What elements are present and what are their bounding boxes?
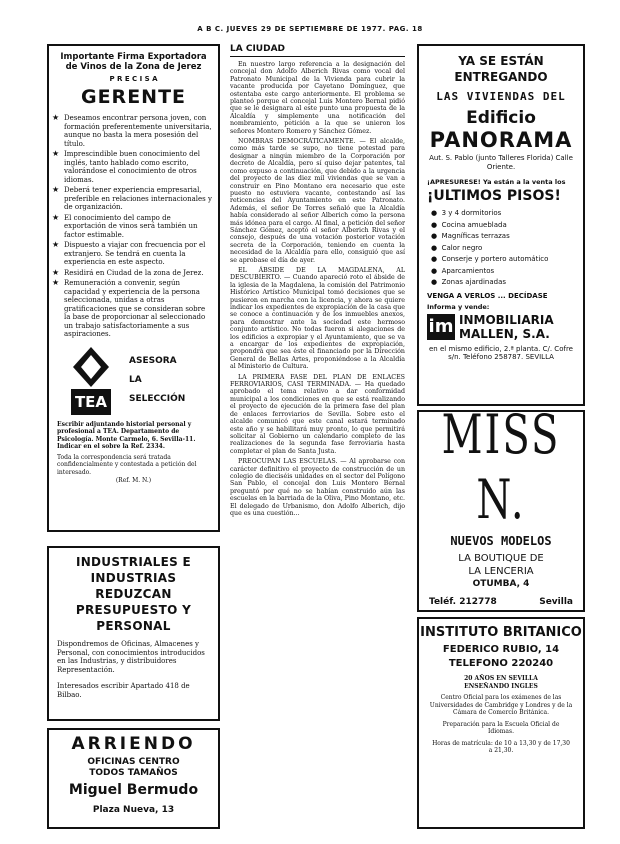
bullet-item: ★ El conocimiento del campo de exportación de vinos será también un factor estimable. [52, 212, 198, 239]
star-icon: ★ [52, 278, 60, 287]
bullet-dot-icon: ● [431, 243, 442, 252]
star-icon: ★ [52, 212, 60, 222]
ad-gerente-precisa: P R E C I S A [109, 75, 158, 83]
ad-miss-n-line1: NUEVOS MODELOS [450, 534, 552, 548]
ad-britanico-title: INSTITUTO BRITANICO [420, 625, 582, 640]
ad-arriendo-title: ARRIENDO [71, 734, 196, 754]
ad-britanico-hours: Horas de matrícula: de 10 a 13,30 y de 17,30 a 21,30. [432, 739, 570, 754]
tea-asesora: ASESORA LA SELECCIÓN [129, 356, 186, 404]
ad-panorama-location: Aut. S. Pablo (junto Talleres Florida) Calle Oriente. [429, 154, 573, 171]
ad-industriales-headline: INDUSTRIALES E INDUSTRIAS REDUZCAN PRESUPUESTO Y PERSONAL [75, 555, 192, 633]
bullet-dot-icon: ● [431, 209, 442, 217]
article-paragraph: PREOCUPAN LAS ESCUELAS. — Al aprobarse con carácter definitivo el proyecto de construcción de un colegio de dieciséis unidades en el sector del Polígono San Pablo, el concejal don Luis Montero Bernal preguntó por qué no se habían construido aún las escuelas en la barriada de la Oliva, Pino Montano, etc. El delegado de Urbanismo, don Adolfo Alberich, dijo que es una cuestión... [230, 458, 405, 517]
ad-gerente-title: Importante Firma Exportadora de Vinos de la Zona de Jerez [60, 52, 207, 72]
ad-panorama-line1: YA SE ESTÁN [458, 54, 544, 68]
ad-instituto-britanico [417, 617, 585, 829]
ad-arriendo-subtitle: OFICINAS CENTRO TODOS TAMAÑOS [87, 757, 180, 778]
bullet-item: ★ Dispuesto a viajar con frecuencia por el extranjero. Se tendrá en cuenta la experiencia en este aspecto. [52, 240, 206, 266]
star-icon: ★ [52, 185, 60, 194]
bullet-item: ★ Deseamos encontrar persona joven, con formación preferentemente universitaria, aunque no basta la mera posesión del título. [52, 113, 212, 148]
ad-britanico-address: FEDERICO RUBIO, 14 [442, 644, 560, 655]
star-icon: ★ [52, 267, 60, 277]
bullet-dot-icon: ● [431, 266, 442, 275]
feature-item: ● Calor negro [431, 243, 483, 252]
ad-britanico-body: Centro Oficial para los exámenes de las Universidades de Cambridge y Londres y de la Cámara de Comercio Británica. [429, 694, 573, 716]
ad-arriendo-address: Plaza Nueva, 13 [92, 805, 175, 815]
page-header: A B C. JUEVES 29 DE SEPTIEMBRE DE 1977. PAG. 18 [197, 25, 423, 33]
ad-panorama-line3: LAS VIVIENDAS DEL [436, 90, 566, 103]
ad-panorama-features [431, 208, 583, 289]
ad-arriendo [47, 728, 220, 829]
bullet-item: ★ Deberá tener experiencia empresarial, preferible en relaciones internacionales y de organización. [52, 185, 212, 211]
star-icon: ★ [52, 149, 60, 158]
ad-miss-n-city: Sevilla [539, 597, 573, 607]
ad-arriendo-name: Miguel Bermudo [68, 782, 199, 798]
feature-item: ● Conserje y portero automático [431, 255, 549, 263]
ad-gerente [47, 44, 220, 532]
bullet-item: ★ Remuneración a convenir, según capacidad y experiencia de la persona seleccionada, unidas a otras gratificaciones que se consideran sobre la base de proporcionar al seleccionado un trabajo satisfactoriamente a sus aspiraciones. [52, 278, 206, 338]
feature-item: ● Cocina amueblada [431, 220, 507, 229]
ad-britanico-years: 20 AÑOS EN SEVILLA ENSEÑANDO INGLES [464, 675, 538, 690]
ad-panorama-last: ¡ULTIMOS PISOS! [427, 188, 561, 204]
ad-britanico-phone: TELEFONO 220240 [448, 658, 554, 669]
ad-industriales-contact: Interesados escribir Apartado 418 de Bilbao. [57, 682, 190, 699]
ad-panorama-edificio: Edificio [466, 108, 536, 128]
article-paragraph: En nuestro largo referencia a la designación del concejal don Adolfo Alberich Rivas como vocal del Patronato Municipal de la Vivienda para cubrir la vacante producida por Cayetano Domínguez, que ostentaba este cargo anteriormente. El problema se planteó porque el concejal Luis Montero Bernal pidió que se le designara al este punto una propuesta de la Alcaldía y simplemente una notificación del nombramiento, petición a la que se unieron los señores Montero Romero y Sánchez Gómez. [230, 61, 405, 135]
bullet-item: ★ Residirá en Ciudad de la zona de Jerez. [52, 267, 204, 277]
ad-panorama-hurry: ¡APRESURESE! Ya están a la venta los [427, 178, 566, 186]
bullet-dot-icon: ● [431, 278, 442, 286]
ad-panorama [417, 44, 585, 406]
star-icon: ★ [52, 113, 60, 122]
feature-item: ● Aparcamientos [431, 266, 495, 275]
ad-britanico-prep: Preparación para la Escuela Oficial de Idiomas. [442, 720, 560, 735]
ad-miss-n [417, 410, 585, 612]
article-paragraph: EL ÁBSIDE DE LA MAGDALENA, AL DESCUBIERTO. — Cuando apareció roto el ábside de la iglesia de la Magdalena, la comisión del Patrimonio Histórico Artístico Municipal tomó decisiones que se pusieron en marcha con la licencia, y ahora se quiere indicar los expedientes de expropiación de la casa que se conoce a continuación y de los inmuebles anexos, para demostrar ante la sociedad este hermoso conjunto artístico. No todas fueron si alegaciones de los edificios a expropiar y el Ayuntamiento, que se va a encargar de los expedientes de expropiación, propondrá que sea éste el financiado por la Dirección General de Bellas Artes, proponiéndose a la Alcaldía al Ministerio de Cultura. [230, 266, 405, 371]
ad-panorama-visit: VENGA A VERLOS ... DECÍDASE [427, 291, 548, 300]
star-icon: ★ [52, 240, 60, 249]
feature-item: ● Magníficas terrazas [431, 232, 510, 240]
ad-gerente-bullets [49, 114, 218, 339]
tea-logo: TEA [69, 345, 113, 417]
ad-panorama-info: Informa y vende: [427, 302, 490, 311]
mallen-logo: im [427, 314, 455, 340]
bullet-item: ★ Imprescindible buen conocimiento del inglés, tanto hablado como escrito, valorándose el conocimiento de otros idiomas. [52, 149, 200, 184]
ad-panorama-line2: ENTREGANDO [454, 70, 548, 84]
ad-gerente-confidential: Toda la correspondencia será tratada confidencialmente y contestada a petición del interesado. [57, 453, 197, 476]
ad-miss-n-line4: OTUMBA, 4 [472, 579, 530, 589]
ad-gerente-instructions: Escribir adjuntando historial personal y profesional a TEA. Departamento de Psicología. Monte Carmelo, 6. Sevilla-11. Indicar en el sobre la Ref. 2334. [57, 420, 196, 450]
ad-panorama-address: en el mismo edificio, 2.ª planta. C/. Cofre s/n. Teléfono 258787. SEVILLA [429, 344, 573, 361]
feature-item: ● Zonas ajardinadas [431, 278, 507, 286]
ad-miss-n-phone: Teléf. 212778 [429, 597, 497, 607]
article-section-title: LA CIUDAD [230, 44, 405, 57]
ad-industriales-body: Dispondremos de Oficinas, Almacenes y Personal, con conocimientos introducidos en las Industrias, y distribuidores Representación. [57, 640, 205, 674]
bullet-dot-icon: ● [431, 220, 442, 229]
article-la-ciudad [230, 44, 405, 834]
bullet-dot-icon: ● [431, 255, 442, 263]
bullet-dot-icon: ● [431, 232, 442, 240]
ad-gerente-position: GERENTE [80, 86, 187, 108]
ad-miss-n-line2: LA BOUTIQUE DE [458, 553, 544, 564]
feature-item: ● 3 y 4 dormitorios [431, 209, 502, 217]
ad-miss-n-line3: LA LENCERIA [468, 566, 534, 577]
ad-miss-n-name: MISS N. [441, 410, 561, 532]
article-paragraph: LA PRIMERA FASE DEL PLAN DE ENLACES FERROVIARIOS, CASI TERMINADA. — Ha quedado aprobado el tema relativo a dar conformidad municipal a los condiciones en que se está realizando el proyecto de ejecución de la primera fase del plan de enlaces ferroviarios de Sevilla. Sobre esto el alcalde comunicó que este canal estará terminado este año y se habilitará muy pronto, lo que permitirá solicitar al Gobierno un calendario completo de las realizaciones de la segunda fase ferroviaria hasta completar el plan de Santa Justa. [230, 373, 405, 455]
article-paragraph: NOMBRAS DEMOCRÁTICAMENTE. — El alcalde, como más tarde se supo, no tiene potestad para designar a ningún miembro de la Corporación por decreto de Alcaldía, pero sí quiso dejar patentes, tal como expuso a continuación, que debido a la urgencia del proyecto de las diez mil viviendas que se van a construir en Pino Montano era necesario que este puesto no estuviera vacante, contestando así las reticencias del Ayuntamiento en este Patronato. Además, el señor De Torres señaló que la Alcaldía había considerado al señor Alberich como la persona más idónea para el cargo. Al final, a petición del señor Sánchez Gómez, aceptó el señor Alberich Rivas y el consejo, después de una votación posterior votación secreta de la Corporación, teniendo en cuenta la necesidad de la Alcaldía para ello, consiguió que así se aprobase el día de ayer. [230, 138, 405, 264]
ad-panorama-name: PANORAMA [429, 128, 573, 152]
ad-gerente-ref: (Ref. M. N.) [115, 477, 152, 484]
ad-industriales [47, 546, 220, 721]
ad-panorama-company: INMOBILIARIA MALLEN, S.A. [459, 312, 554, 341]
